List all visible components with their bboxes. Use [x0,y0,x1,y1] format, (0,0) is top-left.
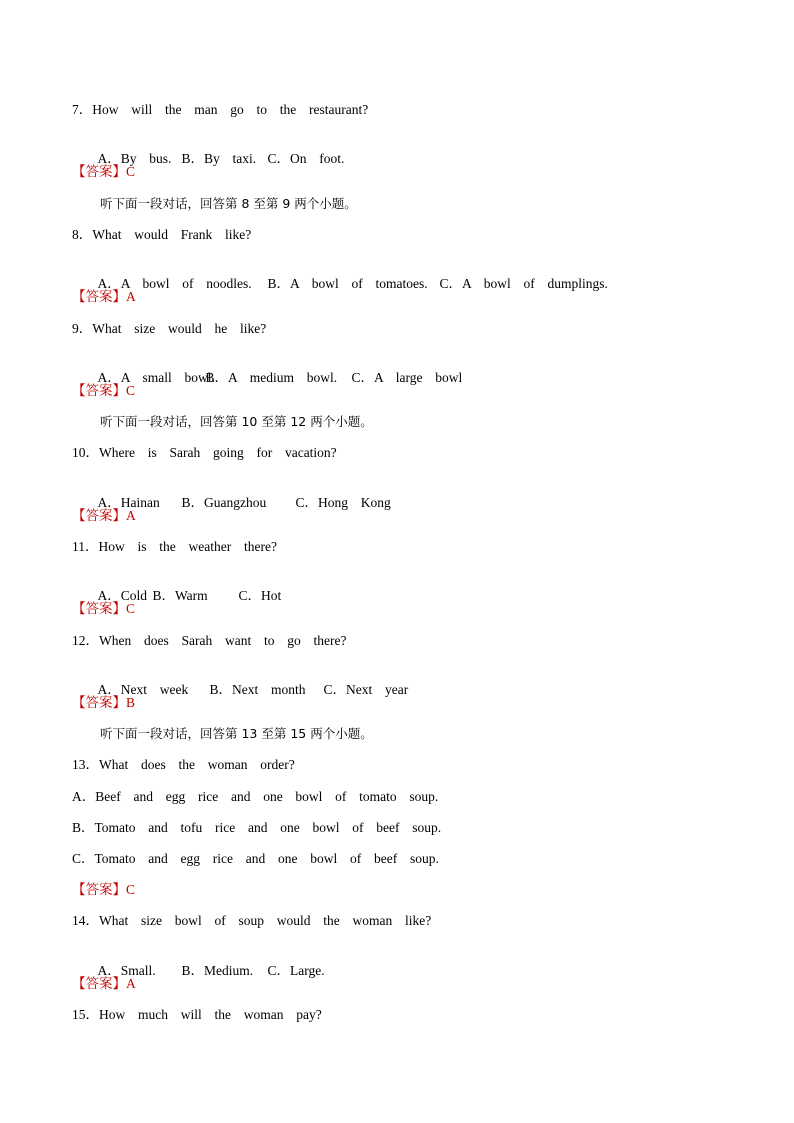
answer-label: 【答案】 [72,976,126,991]
question-10-stem: 10．Where is Sarah going for vacation? [72,445,337,460]
answer-value: C [126,882,136,897]
option-c: C．On foot. [267,151,345,166]
section-instruction: 听下面一段对话，回答第 13 至第 15 两个小题。 [100,726,373,741]
question-13-option-c: C．Tomato and egg rice and one bowl of beef soup. [72,851,439,866]
question-12-answer [72,694,135,712]
option-c: C．Hong Kong [295,495,391,510]
question-15-stem: 15．How much will the woman pay? [72,1007,322,1022]
section-instruction: 听下面一段对话，回答第 10 至第 12 两个小题。 [100,414,373,429]
option-a: A．Hainan [97,495,160,510]
option-a: A．A small bowl. [97,370,215,385]
question-10-answer [72,507,136,525]
option-a: A．Next week [97,682,189,697]
answer-value: A [126,508,136,523]
option-b: B．Next month [209,682,306,697]
question-7-answer [72,163,135,181]
question-13-option-a: A．Beef and egg rice and one bowl of tomato soup. [72,789,439,804]
question-11-answer [72,600,135,618]
section-instruction: 听下面一段对话，回答第 8 至第 9 两个小题。 [100,196,357,211]
answer-value: B [126,695,136,710]
option-a: A．Small. [97,963,156,978]
question-9-answer [72,382,135,400]
option-b: B．Warm [152,588,208,603]
option-b: B．A medium bowl. [205,370,338,385]
answer-value: A [126,289,136,304]
question-11-stem: 11．How is the weather there? [72,539,277,554]
answer-label: 【答案】 [72,383,126,398]
option-c: C．Large. [267,963,325,978]
question-13-answer [72,881,135,899]
option-c: C．Next year [323,682,409,697]
answer-label: 【答案】 [72,601,126,616]
question-8-stem: 8．What would Frank like? [72,227,252,242]
answer-label: 【答案】 [72,164,126,179]
option-b: B．By taxi. [181,151,257,166]
answer-value: C [126,383,136,398]
option-c: C．A bowl of dumplings. [439,276,608,291]
question-14-stem: 14．What size bowl of soup would the woman like? [72,913,432,928]
answer-label: 【答案】 [72,289,126,304]
option-a: A．A bowl of noodles. [97,276,252,291]
option-b: B．A bowl of tomatoes. [267,276,428,291]
question-13-stem: 13．What does the woman order? [72,757,295,772]
option-b: B．Guangzhou [181,495,267,510]
answer-label: 【答案】 [72,508,126,523]
question-8-options [72,257,608,311]
question-8-answer [72,288,136,306]
answer-label: 【答案】 [72,882,126,897]
question-13-option-b: B．Tomato and tofu rice and one bowl of beef soup. [72,820,442,835]
option-a: A．Cold [97,588,148,603]
option-c: C．A large bowl [351,370,463,385]
question-7-stem: 7．How will the man go to the restaurant? [72,102,369,117]
question-9-stem: 9．What size would he like? [72,321,267,336]
option-b: B．Medium. [181,963,254,978]
answer-value: A [126,976,136,991]
answer-label: 【答案】 [72,695,126,710]
question-12-stem: 12．When does Sarah want to go there? [72,633,347,648]
answer-value: C [126,164,136,179]
question-14-answer [72,975,136,993]
answer-value: C [126,601,136,616]
option-a: A．By bus. [97,151,172,166]
option-c: C．Hot [238,588,282,603]
